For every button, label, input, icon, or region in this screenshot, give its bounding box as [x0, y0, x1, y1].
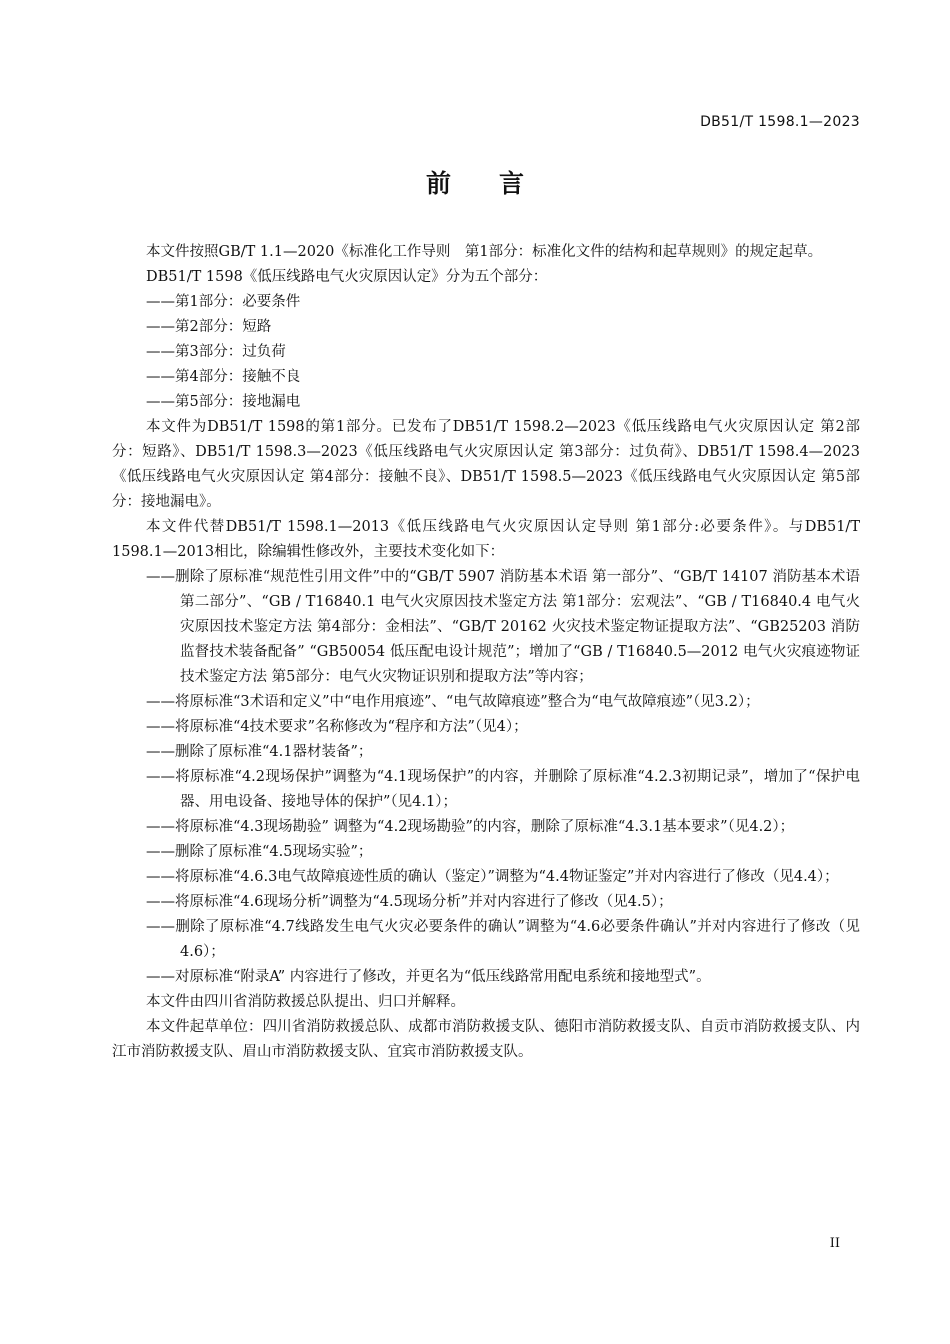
list-item: ——对原标准“附录A” 内容进行了修改，并更名为“低压线路常用配电系统和接地型式”。 — [146, 969, 711, 985]
paragraph: DB51/T 1598《低压线路电气火灾原因认定》分为五个部分： — [146, 269, 548, 285]
paragraph: 本文件由四川省消防救援总队提出、归口并解释。 — [146, 994, 465, 1010]
page-number: II — [829, 1236, 840, 1251]
list-item: ——删除了原标准“4.7线路发生电气火灾必要条件的确认”调整为“4.6必要条件确认”并对内容进行了修改（见4.6）； — [146, 919, 860, 960]
foreword-body — [112, 240, 860, 1065]
list-item: ——删除了原标准“4.5现场实验”； — [146, 844, 373, 860]
list-item: ——第3部分：过负荷 — [146, 344, 286, 360]
list-item: ——将原标准“4.3现场勘验” 调整为“4.2现场勘验”的内容，删除了原标准“4.3.1基本要求”（见4.2）； — [146, 819, 795, 835]
page-title: 前言 — [425, 169, 572, 198]
list-item: ——删除了原标准“规范性引用文件”中的“GB/T 5907 消防基本术语 第一部分”、“GB/T 14107 消防基本术语 第二部分”、“GB / T16840.1 电气火灾原因技术鉴定方法 第1部分：宏观法”、“GB / T16840.4 电气火灾原因技术鉴定方法 第4部分：金相法”、“GB/T 20162 火灾技术鉴定物证提取方法”、“GB25203 消防监督技术装备配备” “GB50054 低压配电设计规范”；增加了“GB / T16840.5—2012 电气火灾痕迹物证技术鉴定方法 第5部分：电气火灾物证识别和提取方法”等内容； — [146, 569, 860, 685]
list-item: ——第2部分：短路 — [146, 319, 272, 335]
list-item: ——将原标准“4.6现场分析”调整为“4.5现场分析”并对内容进行了修改（见4.5）； — [146, 894, 673, 910]
list-item: ——第5部分：接地漏电 — [146, 394, 301, 410]
list-item: ——第1部分：必要条件 — [146, 294, 301, 310]
list-item: ——将原标准“4.6.3电气故障痕迹性质的确认（鉴定）”调整为“4.4物证鉴定”并对内容进行了修改（见4.4）； — [146, 869, 839, 885]
paragraph: 本文件按照GB/T 1.1—2020《标准化工作导则 第1部分：标准化文件的结构和起草规则》的规定起草。 — [146, 244, 823, 260]
paragraph: 本文件起草单位：四川省消防救援总队、成都市消防救援支队、德阳市消防救援支队、自贡市消防救援支队、内江市消防救援支队、眉山市消防救援支队、宜宾市消防救援支队。 — [112, 1019, 860, 1060]
paragraph: 本文件代替DB51/T 1598.1—2013《低压线路电气火灾原因认定导则 第1部分:必要条件》。与DB51/T 1598.1—2013相比，除编辑性修改外，主要技术变化如下： — [112, 519, 860, 560]
list-item: ——第4部分：接触不良 — [146, 369, 301, 385]
list-item: ——将原标准“4.2现场保护”调整为“4.1现场保护”的内容，并删除了原标准“4.2.3初期记录”，增加了“保护电器、用电设备、接地导体的保护”（见4.1）； — [146, 769, 860, 810]
list-item: ——将原标准“4技术要求”名称修改为“程序和方法”（见4）； — [146, 719, 528, 735]
paragraph: 本文件为DB51/T 1598的第1部分。已发布了DB51/T 1598.2—2023《低压线路电气火灾原因认定 第2部分：短路》、DB51/T 1598.3—2023《低压线路电气火灾原因认定 第3部分：过负荷》、DB51/T 1598.4—2023《低压线路电气火灾原因认定 第4部分：接触不良》、DB51/T 1598.5—2023《低压线路电气火灾原因认定 第5部分：接地漏电》。 — [112, 419, 860, 510]
list-item: ——将原标准“3术语和定义”中“电作用痕迹”、“电气故障痕迹”整合为“电气故障痕迹”（见3.2）； — [146, 694, 760, 710]
document-code: DB51/T 1598.1—2023 — [700, 114, 860, 130]
list-item: ——删除了原标准“4.1器材装备”； — [146, 744, 373, 760]
